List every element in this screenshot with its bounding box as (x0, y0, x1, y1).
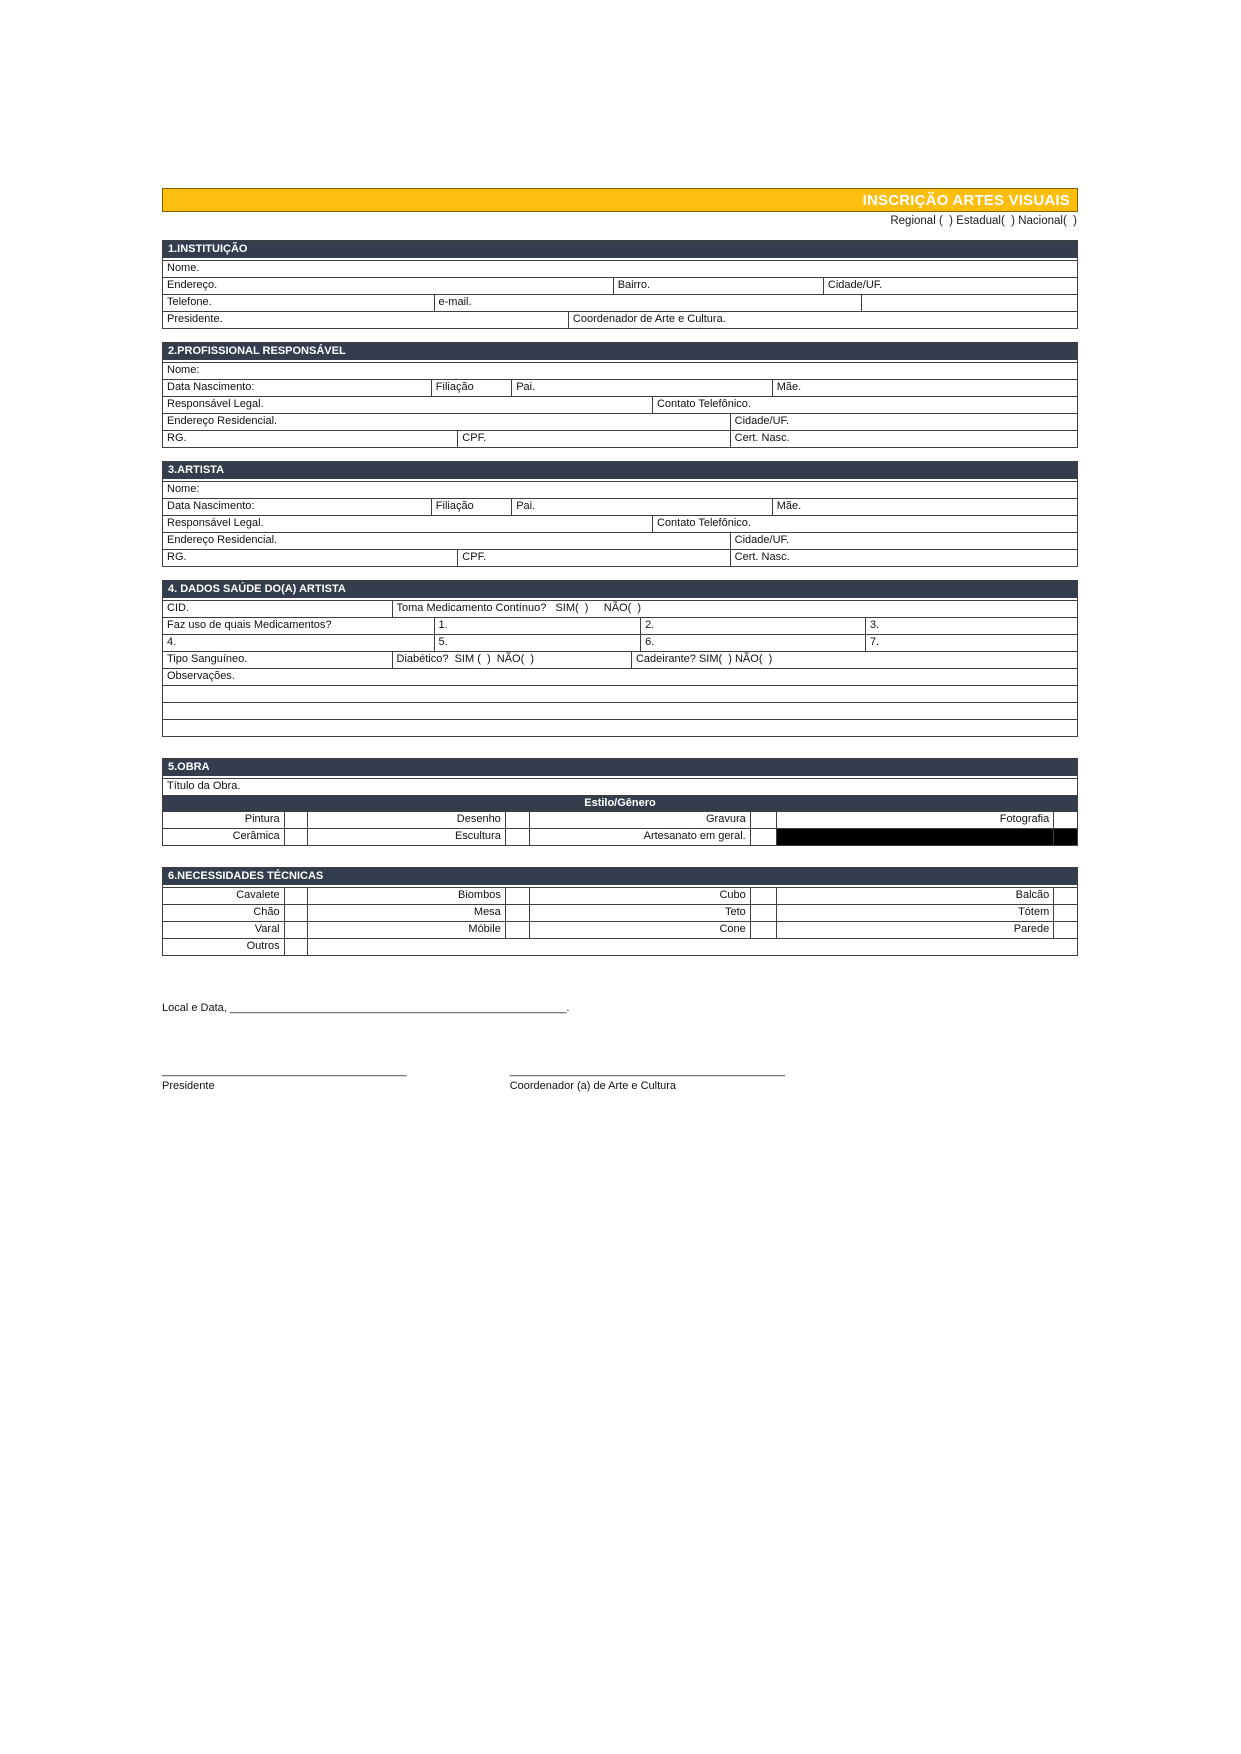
field-filiacao[interactable]: Filiação (431, 499, 511, 515)
option-varal: Varal (254, 923, 280, 935)
signature-presidente (162, 1066, 407, 1092)
field-observacoes[interactable]: Observações. (167, 670, 235, 682)
field-responsavel-legal[interactable]: Responsável Legal. (167, 398, 264, 410)
field-medicamento-7[interactable]: 7. (865, 635, 1077, 651)
checkbox-outros[interactable] (284, 939, 308, 955)
table-row (163, 651, 1077, 668)
signature-label: Presidente (162, 1080, 215, 1092)
field-rg[interactable]: RG. (167, 432, 187, 444)
table-row (163, 260, 1077, 277)
section-instituicao (162, 240, 1078, 329)
estilo-genero-band: Estilo/Gênero (163, 795, 1077, 811)
section-obra (162, 758, 1078, 846)
option-biombos: Biombos (307, 888, 504, 904)
table-row (163, 887, 1077, 904)
field-medicamento-6[interactable]: 6. (640, 635, 865, 651)
field-filiacao[interactable]: Filiação (431, 380, 511, 396)
table-row (163, 668, 1077, 685)
section-instituicao-header: 1.INSTITUIÇÃO (163, 241, 1077, 260)
signature-coordenador (510, 1066, 785, 1092)
field-rg[interactable]: RG. (167, 551, 187, 563)
table-row (163, 413, 1077, 430)
option-cubo: Cubo (529, 888, 750, 904)
option-teto: Teto (529, 905, 750, 921)
field-medicamento-continuo[interactable]: Toma Medicamento Contínuo? SIM( ) NÃO( ) (392, 601, 1078, 617)
checkbox-balcao[interactable] (1053, 888, 1077, 904)
option-fotografia: Fotografia (776, 812, 1053, 828)
table-row (163, 778, 1077, 795)
table-row (163, 600, 1077, 617)
field-observacoes-blank-line[interactable] (163, 686, 1077, 702)
field-responsavel-legal[interactable]: Responsável Legal. (167, 517, 264, 529)
section-dados-saude-header: 4. DADOS SAÚDE DO(A) ARTISTA (163, 581, 1077, 600)
table-row (163, 515, 1077, 532)
option-cavalete: Cavalete (236, 889, 280, 901)
section-artista (162, 461, 1078, 567)
checkbox-teto[interactable] (750, 905, 777, 921)
field-cert-nasc[interactable]: Cert. Nasc. (730, 431, 1077, 447)
table-row (163, 938, 1077, 955)
table-row (163, 379, 1077, 396)
section-necessidades-tecnicas (162, 867, 1078, 956)
table-row (163, 811, 1077, 828)
field-pai[interactable]: Pai. (511, 499, 771, 515)
field-coordenador[interactable]: Coordenador de Arte e Cultura. (568, 312, 1077, 328)
scope-checkboxes-line: Regional ( ) Estadual( ) Nacional( ) (890, 215, 1077, 227)
checkbox-chao[interactable] (284, 905, 308, 921)
checkbox-cubo[interactable] (750, 888, 777, 904)
checkbox-ceramica[interactable] (284, 829, 308, 845)
table-row (163, 311, 1077, 328)
checkbox-parede[interactable] (1053, 922, 1077, 938)
field-nome[interactable]: Nome: (167, 364, 200, 376)
registration-form (162, 188, 1078, 1092)
table-row (163, 634, 1077, 651)
option-cone: Cone (529, 922, 750, 938)
table-row (163, 549, 1077, 566)
field-email[interactable]: e-mail. (434, 295, 862, 311)
field-outros-text[interactable] (307, 939, 1077, 955)
field-mae[interactable]: Mãe. (772, 380, 1077, 396)
field-endereco-residencial[interactable]: Endereço Residencial. (167, 415, 278, 427)
field-titulo-obra[interactable]: Título da Obra. (167, 780, 241, 792)
section-artista-header: 3.ARTISTA (163, 462, 1077, 481)
field-data-nascimento[interactable]: Data Nascimento: (167, 500, 255, 512)
footer (162, 1002, 1078, 1092)
field-telefone[interactable]: Telefone. (167, 296, 212, 308)
field-medicamento-1[interactable]: 1. (434, 618, 641, 634)
field-endereco-residencial[interactable]: Endereço Residencial. (167, 534, 278, 546)
option-chao: Chão (253, 906, 280, 918)
checkbox-varal[interactable] (284, 922, 308, 938)
field-observacoes-blank-line[interactable] (163, 720, 1077, 736)
signature-block (162, 1066, 1078, 1092)
checkbox-cavalete[interactable] (284, 888, 308, 904)
table-row (163, 702, 1077, 719)
checkbox-totem[interactable] (1053, 905, 1077, 921)
redacted-cell (776, 829, 1053, 845)
field-cidade-uf[interactable]: Cidade/UF. (823, 278, 1077, 294)
field-medicamento-4[interactable]: 4. (167, 636, 177, 648)
field-faz-uso-medicamentos[interactable]: Faz uso de quais Medicamentos? (167, 619, 332, 631)
checkbox-artesanato[interactable] (750, 829, 777, 845)
section-dados-saude (162, 580, 1078, 737)
section-obra-header: 5.OBRA (163, 759, 1077, 778)
field-cid[interactable]: CID. (167, 602, 189, 614)
option-desenho: Desenho (307, 812, 504, 828)
field-medicamento-3[interactable]: 3. (865, 618, 1077, 634)
option-escultura: Escultura (307, 829, 504, 845)
checkbox-desenho[interactable] (505, 812, 529, 828)
checkbox-mobile[interactable] (505, 922, 529, 938)
field-contato-telefonico[interactable]: Contato Telefônico. (652, 397, 1077, 413)
table-row (163, 498, 1077, 515)
option-balcao: Balcão (776, 888, 1053, 904)
checkbox-cone[interactable] (750, 922, 777, 938)
form-title-bar (162, 188, 1078, 212)
section-profissional-responsavel (162, 342, 1078, 448)
checkbox-gravura[interactable] (750, 812, 777, 828)
table-row (163, 904, 1077, 921)
field-observacoes-blank-line[interactable] (163, 703, 1077, 719)
option-pintura: Pintura (244, 813, 280, 825)
section-profissional-header: 2.PROFISSIONAL RESPONSÁVEL (163, 343, 1077, 362)
field-cidade-uf[interactable]: Cidade/UF. (730, 533, 1077, 549)
table-row (163, 362, 1077, 379)
table-row (163, 828, 1077, 845)
field-diabetico[interactable]: Diabético? SIM ( ) NÃO( ) (392, 652, 631, 668)
field-mae[interactable]: Mãe. (772, 499, 1077, 515)
table-row (163, 617, 1077, 634)
signature-line[interactable]: _____________________________________________ (509, 1065, 786, 1077)
local-data-line[interactable]: Local e Data, _______________________________________________________. (162, 1002, 570, 1014)
field-endereco[interactable]: Endereço. (167, 279, 218, 291)
field-cadeirante[interactable]: Cadeirante? SIM( ) NÃO( ) (631, 652, 1077, 668)
table-row (163, 921, 1077, 938)
table-row (163, 481, 1077, 498)
table-row (163, 719, 1077, 736)
table-row (163, 532, 1077, 549)
field-medicamento-2[interactable]: 2. (640, 618, 865, 634)
table-row (163, 294, 1077, 311)
field-data-nascimento[interactable]: Data Nascimento: (167, 381, 255, 393)
option-mesa: Mesa (307, 905, 504, 921)
checkbox-escultura[interactable] (505, 829, 529, 845)
field-empty[interactable] (861, 295, 1077, 311)
option-gravura: Gravura (529, 812, 750, 828)
field-nome[interactable]: Nome. (167, 262, 200, 274)
checkbox-pintura[interactable] (284, 812, 308, 828)
option-ceramica: Cerâmica (232, 830, 280, 842)
field-nome[interactable]: Nome: (167, 483, 200, 495)
table-row (163, 685, 1077, 702)
redacted-checkbox-cell (1053, 829, 1077, 845)
field-cidade-uf[interactable]: Cidade/UF. (730, 414, 1077, 430)
option-parede: Parede (776, 922, 1053, 938)
signature-label: Coordenador (a) de Arte e Cultura (509, 1080, 677, 1092)
table-row (163, 277, 1077, 294)
checkbox-biombos[interactable] (505, 888, 529, 904)
section-necessidades-header: 6.NECESSIDADES TÉCNICAS (163, 868, 1077, 887)
option-artesanato: Artesanato em geral. (529, 829, 750, 845)
option-outros: Outros (246, 940, 280, 952)
field-cpf[interactable]: CPF. (457, 550, 729, 566)
form-title: INSCRIÇÃO ARTES VISUAIS (862, 192, 1070, 209)
option-mobile: Móbile (307, 922, 504, 938)
option-totem: Tótem (776, 905, 1053, 921)
field-cpf[interactable]: CPF. (457, 431, 729, 447)
field-pai[interactable]: Pai. (511, 380, 771, 396)
field-medicamento-5[interactable]: 5. (434, 635, 641, 651)
field-bairro[interactable]: Bairro. (613, 278, 823, 294)
checkbox-fotografia[interactable] (1053, 812, 1077, 828)
signature-line[interactable]: ________________________________________ (162, 1065, 407, 1077)
checkbox-mesa[interactable] (505, 905, 529, 921)
table-row (163, 396, 1077, 413)
table-row (163, 430, 1077, 447)
field-cert-nasc[interactable]: Cert. Nasc. (730, 550, 1077, 566)
field-presidente[interactable]: Presidente. (167, 313, 223, 325)
field-tipo-sanguineo[interactable]: Tipo Sanguíneo. (167, 653, 248, 665)
field-contato-telefonico[interactable]: Contato Telefônico. (652, 516, 1077, 532)
